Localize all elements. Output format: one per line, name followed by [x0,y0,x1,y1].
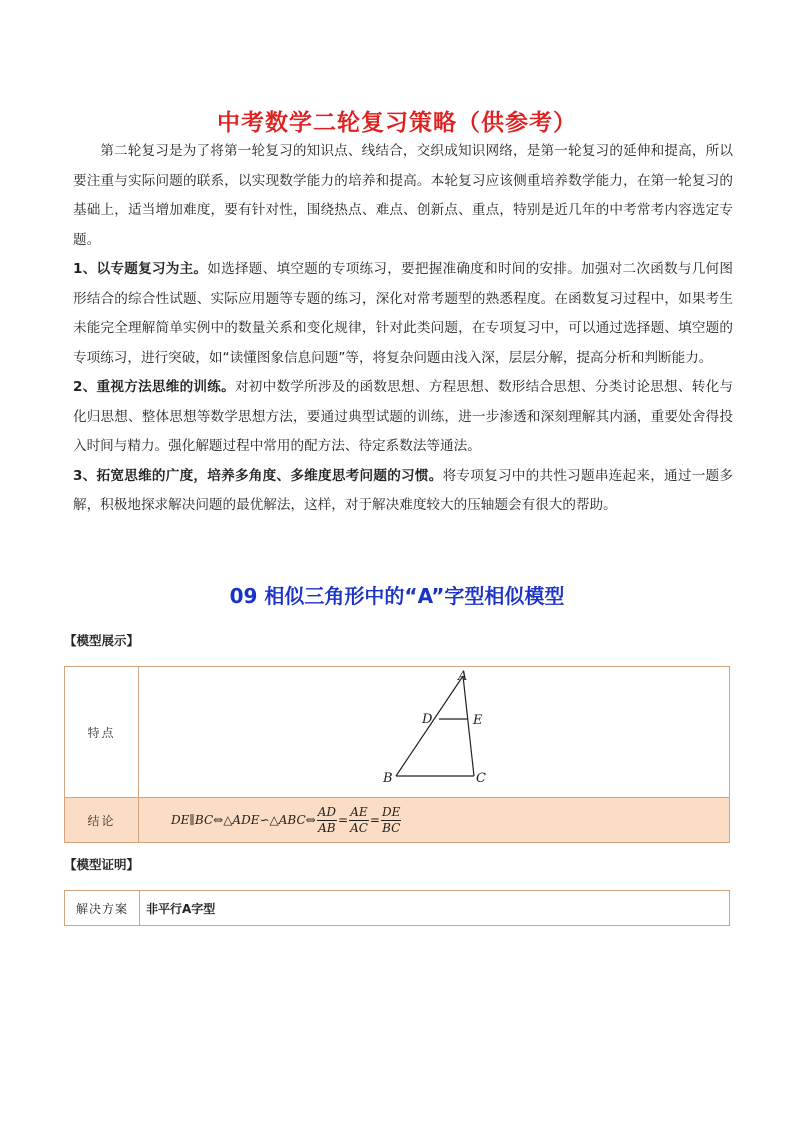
fraction-denominator: BC [382,820,401,835]
point-2-text: 对初中数学所涉及的函数思想、方程思想、数形结合思想、分类讨论思想、转化与化归思想、整体思想等数学思想方法，要通过典型试题的训练，进一步渗透和深刻理解其内涵，重要处舍得投入时间与精力。强化解题过程中常用的配方法、待定系数法等通法。 [73,379,733,454]
model-display-table [64,666,730,843]
conclusion-row [65,798,730,843]
feature-figure-cell [139,667,730,798]
fraction-numerator: AD [317,804,336,819]
formula-lead: DE∥BC⇔△ADE∽△ABC⇔ [171,812,316,827]
triangle-figure [140,668,728,793]
feature-key: 特点 [65,667,139,798]
point-label-b: B [383,771,393,786]
point-label-d: D [422,712,433,727]
point-1-paragraph [73,255,733,373]
fraction-de-bc [381,805,401,836]
page-title: 中考数学二轮复习策略（供参考） [217,110,577,136]
model-display-label: 【模型展示】 [64,633,140,648]
point-label-a: A [458,669,468,684]
equals-sign: = [369,812,380,827]
model-proof-label: 【模型证明】 [64,857,140,872]
point-3-text: 将专项复习中的共性习题串连起来，通过一题多解，积极地探求解决问题的最优解法，这样，对于解决难度较大的压轴题会有很大的帮助。 [73,467,733,513]
feature-row [65,667,730,798]
point-1-heading: 1、以专题复习为主。 [73,261,208,277]
point-label-e: E [473,713,483,728]
proof-value: 非平行A字型 [140,891,730,926]
proof-key: 解决方案 [65,891,140,926]
intro-paragraph: 第二轮复习是为了将第一轮复习的知识点、线结合，交织成知识网络，是第一轮复习的延伸和提高，所以要注重与实际问题的联系，以实现数学能力的培养和提高。本轮复习应该侧重培养数学能力，在第一轮复习的基础上，适当增加难度，要有针对性，围绕热点、难点、创新点、重点，特别是近几年的中考常考内容选定专题。 [73,143,733,248]
fraction-denominator: AB [318,820,336,835]
proof-row [65,891,730,926]
section-title: 09 相似三角形中的“A”字型相似模型 [229,584,565,608]
point-2-heading: 2、重视方法思维的训练。 [73,379,235,395]
fraction-numerator: DE [381,804,401,819]
equals-sign: = [338,812,349,827]
fraction-denominator: AC [350,820,368,835]
fraction-numerator: AE [350,804,368,819]
model-proof-table [64,890,730,926]
point-3-paragraph [73,462,733,521]
point-label-c: C [476,771,486,786]
conclusion-formula [139,798,730,843]
conclusion-key: 结论 [65,798,139,843]
point-3-heading: 3、拓宽思维的广度，培养多角度、多维度思考问题的习惯。 [73,467,443,484]
point-1-text: 如选择题、填空题的专项练习，要把握准确度和时间的安排。加强对二次函数与几何图形结合的综合性试题、实际应用题等专题的练习，深化对常考题型的熟悉程度。在函数复习过程中，如果考生未能完全理解简单实例中的数量关系和变化规律，针对此类问题，在专项复习中，可以通过选择题、填空题的专项练习，进行突破，如“读懂图象信息问题”等，将复杂问题由浅入深，层层分解，提高分析和判断能力。 [73,261,733,366]
fraction-ad-ab [317,805,337,836]
fraction-ae-ac [349,805,369,836]
point-2-paragraph [73,373,733,462]
strategy-body [73,137,733,521]
